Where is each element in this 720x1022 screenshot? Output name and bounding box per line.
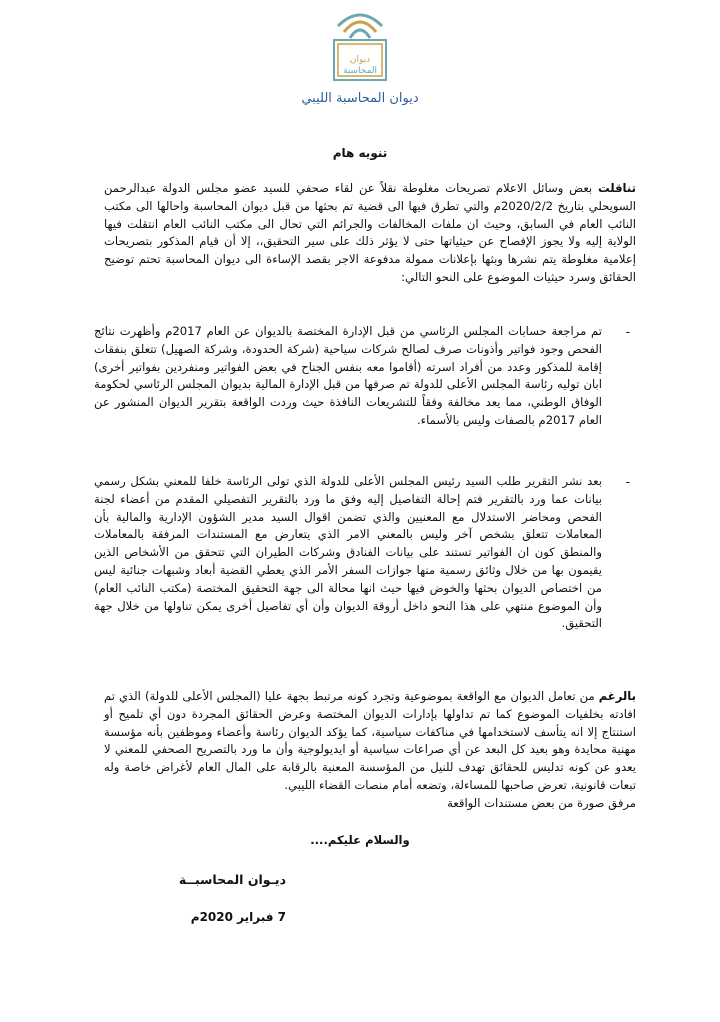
attachment-note: مرفق صورة من بعض مستندات الواقعة	[447, 795, 636, 810]
intro-text: بعض وسائل الاعلام تصريحات مغلوطة نقلاً عن لقاء صحفي للسيد عضو مجلس الدولة عبدالرحمن السويحلي بتاريخ 2020/2/2م والتي تطرق فيها الى قضية تم بحثها من قبل ديوان المحاسبة واحالها الى مكتب النائب العام في السابق، وحيث ان ملفات المخالفات والجرائم التي تحال الى مكتب النائب العام انتقلت فيها الولاية إليه ولا يجوز الإفصاح عن حيثياتها حتى لا يؤثر ذلك على سير التحقيق،، إلا أن قيام المذكور بتصريحات إعلامية مغلوطة يتم نشرها وبثها بإعلانات ممولة مدفوعة الاجر بقصد الإساءة الى ديوان المحاسبة تحتم توضيح الحقائق وسرد حيثيات الموضوع على النحو التالي:	[104, 181, 636, 284]
signature-name: ديـوان المحاسبــة	[178, 872, 286, 887]
svg-text:المحاسبة: المحاسبة	[342, 66, 378, 76]
bullet-item-2: بعد نشر التقرير طلب السيد رئيس المجلس الأعلى للدولة الذي تولى الرئاسة خلفا للمعني بشكل رسمي بيانات عما ورد بالتقرير فتم إحالة التفاصيل إليه وفق ما ورد بالتقرير التفصيلي المقدم من أعضاء لجنة الفحص ومحاضر الاستدلال مع المعنيين والذي تضمن اقوال السيد مدير الشؤون الإدارية والمالية بأن المعاملات تتعلق بشخص آخر وليس بالمعني الامر الذي يتعارض مع المستندات المرفقة بالمعاملات والمنطق كون ان الفواتير تستند على بيانات الفنادق وشركات الطيران التي تتحقق من الأشخاص الذين يقيمون بها من خلال وثائق رسمية منها جوازات السفر الأمر الذي يعطي القضية أبعاد وشبهات جنائية ليس من اختصاص الديوان بحثها والخوض فيها حيث انها محالة الى جهة التحقيق المختصة (مكتب النائب العام) وأن الموضوع منتهي على هذا النحو داخل أروقة الديوان وأن أي تفاصيل أخرى يمكن تناولها من خلال جهة التحقيق.	[94, 474, 602, 631]
conclusion-paragraph	[104, 688, 636, 813]
notice-title: تنويه هام	[332, 146, 388, 160]
organization-name: ديوان المحاسبة الليبي	[301, 91, 419, 106]
conclusion-text: من تعامل الديوان مع الواقعة بموضوعية وتجرد كونه مرتبط بجهة عليا (المجلس الأعلى للدولة) الذي تم افادته بخلفيات الموضوع كما تم تداولها بإدارات الديوان المختصة وعرض الحقائق المجردة دون أي تلميح أو استنتاج إلا انه يتأسف لاستخدامها في مناكفات سياسية، كما يؤكد الديوان رئاسة وأعضاء وموظفين بأنه مؤسسة مهنية محايدة وهو بعيد كل البعد عن أي صراعات سياسية أو ايديولوجية وأن ما ورد بالتصريح الصحفي للمعني لا يعدو عن كونه تدليس للحقائق تهدف للنيل من المؤسسة المعنية بالرقابة على المال العام لأغراض خاصة وله تبعات قانونية، تعرض صاحبها للمساءلة، وتضعه أمام منصات القضاء الليبي.	[104, 689, 636, 792]
bullet-item-1: تم مراجعة حسابات المجلس الرئاسي من قبل الإدارة المختصة بالديوان عن العام 2017م وأظهرت نتائج الفحص وجود فواتير وأذونات صرف لصالح شركات سياحية (شركة الحدودة، وشركة الصهيل) تتعلق بنفقات إقامة للمذكور وعدد من أفراد اسرته (أقاموا معه بنفس الجناح في بعض الفواتير ومنفردين بفواتير أخرى) ابان توليه رئاسة المجلس الأعلى للدولة تم صرفها من قبل الإدارة المالية بديوان المجلس الرئاسي لحكومة الوفاق الوطني، مما يعد مخالفة وفقاً للتشريعات النافذة حيث وردت الواقعة بتقرير الديوان المنشور عن العام 2017م بالصفات وليس بالأسماء.	[94, 324, 602, 427]
svg-text:ديوان: ديوان	[349, 55, 371, 65]
logo-emblem-icon	[324, 6, 396, 90]
conclusion-lead-word: بالرغم	[598, 689, 636, 703]
signature-date: 7 فبراير 2020م	[190, 910, 286, 924]
bullet-marker: -	[625, 325, 630, 339]
intro-lead-word: تناقلت	[597, 181, 636, 195]
bullet-marker: -	[625, 475, 630, 489]
diwan-logo	[324, 6, 396, 90]
intro-paragraph	[104, 180, 636, 287]
closing-greeting: والسلام عليكم....	[310, 833, 410, 847]
